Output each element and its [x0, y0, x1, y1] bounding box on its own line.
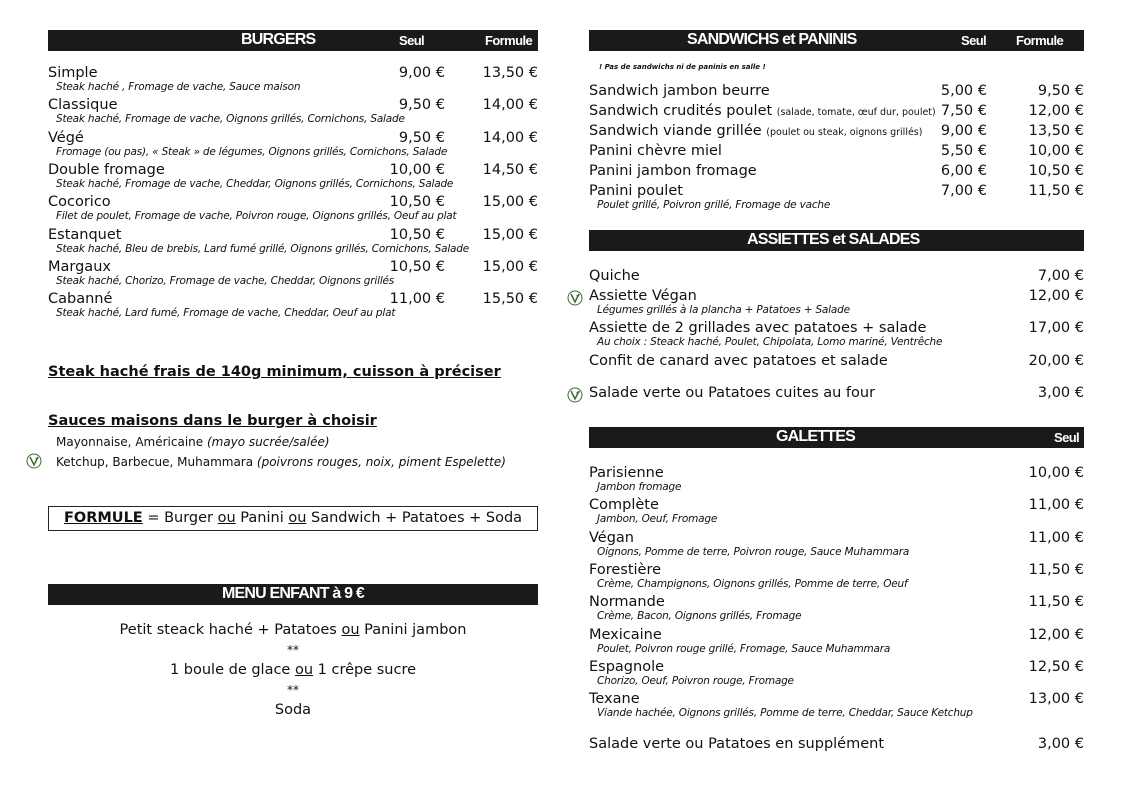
- sandwichs-note: ! Pas de sandwichs ni de paninis en salle !: [599, 63, 766, 71]
- sandwich-formule-price: 10,00 €: [1028, 143, 1084, 159]
- assiette-price: 12,00 €: [1028, 288, 1084, 304]
- burger-desc: Steak haché, Fromage de vache, Oignons grillés, Cornichons, Salade: [56, 113, 405, 126]
- supplement-price: 3,00 €: [1037, 736, 1084, 752]
- assiette-name: Quiche: [589, 268, 640, 284]
- formule-box: [48, 506, 538, 531]
- supplement-name: Salade verte ou Patatoes en supplément: [589, 736, 885, 752]
- galette-name: Texane: [589, 691, 640, 708]
- sauces-line-1-note: (mayo sucrée/salée): [206, 435, 330, 449]
- sauces-line-1: [56, 435, 330, 449]
- galette-desc: Jambon fromage: [597, 481, 682, 493]
- burger-seul-price: 9,00 €: [398, 65, 445, 81]
- galette-name: Espagnole: [589, 658, 665, 675]
- galette-name: Végan: [589, 529, 634, 546]
- menu-enfant-line-1: [48, 620, 538, 640]
- sauces-line-2-text: Ketchup, Barbecue, Muhammara: [56, 455, 257, 469]
- sandwich-name-text: Panini chèvre miel: [589, 143, 722, 159]
- burger-formule-price: 14,50 €: [482, 161, 538, 178]
- menu-enfant-line-2b: 1 crêpe sucre: [313, 662, 417, 678]
- assiettes-title: ASSIETTES et SALADES: [747, 231, 920, 248]
- burger-seul-price: 9,50 €: [398, 129, 445, 146]
- sandwichs-title: SANDWICHS et PANINIS: [687, 31, 857, 48]
- sandwich-name-text: Panini jambon fromage: [589, 163, 757, 179]
- galette-desc: Crème, Champignons, Oignons grillés, Pomme de terre, Oeuf: [597, 577, 908, 590]
- burger-name: Simple: [48, 65, 98, 81]
- assiette-price: 3,00 €: [1037, 385, 1084, 401]
- sandwich-name-text: Sandwich viande grillée: [589, 123, 767, 139]
- sandwich-formule-price: 12,00 €: [1028, 103, 1084, 119]
- burger-desc: Steak haché, Fromage de vache, Cheddar, Oignons grillés, Cornichons, Salade: [56, 177, 454, 190]
- menu-enfant-line-1a: Petit steack haché + Patatoes: [119, 622, 342, 638]
- galette-name: Parisienne: [589, 465, 664, 481]
- burger-name: Double fromage: [48, 161, 165, 178]
- seul-label: Seul: [399, 33, 425, 48]
- sandwich-desc: Poulet grillé, Poivron grillé, Fromage de vache: [597, 199, 831, 211]
- assiette-name: Confit de canard avec patatoes et salade: [589, 353, 888, 369]
- burger-desc: Fromage (ou pas), « Steak » de légumes, Oignons grillés, Cornichons, Salade: [56, 145, 448, 158]
- burger-seul-price: 11,00 €: [389, 291, 445, 308]
- burger-seul-price: 10,50 €: [389, 258, 445, 275]
- galettes-header: [589, 427, 1084, 448]
- sandwich-extra: (salade, tomate, œuf dur, poulet): [776, 107, 936, 118]
- burger-formule-price: 15,00 €: [482, 226, 538, 243]
- vegan-icon: [567, 290, 583, 308]
- burger-name: Estanquet: [48, 226, 122, 243]
- formule-ou-1: ou: [217, 510, 236, 526]
- burger-formule-price: 14,00 €: [482, 97, 538, 114]
- sandwich-seul-price: 7,50 €: [940, 103, 987, 119]
- burger-formule-price: 13,50 €: [482, 65, 538, 81]
- menu-enfant-ou-2: ou: [294, 662, 314, 678]
- sandwich-seul-price: 7,00 €: [940, 183, 987, 199]
- burger-formule-price: 15,00 €: [482, 258, 538, 275]
- menu-enfant-sep-2: **: [287, 683, 299, 697]
- sauces-title: Sauces maisons dans le burger à choisir: [48, 413, 377, 429]
- assiette-price: 7,00 €: [1037, 268, 1084, 284]
- sandwich-seul-price: 6,00 €: [940, 163, 987, 179]
- burger-desc: Filet de poulet, Fromage de vache, Poivron rouge, Oignons grillés, Oeuf au plat: [56, 210, 457, 223]
- galette-desc: Chorizo, Oeuf, Poivron rouge, Fromage: [597, 674, 794, 687]
- galette-price: 10,00 €: [1028, 465, 1084, 481]
- sandwich-seul-price: 5,50 €: [940, 143, 987, 159]
- sandwich-name: [589, 183, 683, 199]
- assiette-name: Assiette de 2 grillades avec patatoes + salade: [589, 320, 927, 336]
- sandwich-formule-price: 13,50 €: [1028, 123, 1084, 139]
- sandwich-name: [589, 163, 757, 179]
- galette-price: 12,50 €: [1028, 658, 1084, 675]
- burger-formule-price: 14,00 €: [482, 129, 538, 146]
- menu-enfant-header: [48, 584, 538, 605]
- menu-enfant-line-2a: 1 boule de glace: [169, 662, 295, 678]
- sandwich-name-text: Sandwich jambon beurre: [589, 83, 770, 99]
- assiette-price: 17,00 €: [1028, 320, 1084, 336]
- galette-name: Complète: [589, 497, 659, 514]
- galette-desc: Jambon, Oeuf, Fromage: [597, 513, 718, 526]
- assiette-desc: Au choix : Steack haché, Poulet, Chipolata, Lomo mariné, Ventrêche: [597, 336, 943, 348]
- galette-name: Mexicaine: [589, 626, 662, 643]
- galettes-seul-label: Seul: [1054, 430, 1080, 445]
- sandwich-name: [589, 83, 770, 99]
- burgers-header: [48, 30, 538, 51]
- burger-name: Végé: [48, 129, 84, 146]
- sandwich-formule-price: 11,50 €: [1028, 183, 1084, 199]
- galette-desc: Viande hachée, Oignons grillés, Pomme de terre, Cheddar, Sauce Ketchup: [597, 707, 973, 720]
- assiette-name: Assiette Végan: [589, 288, 697, 304]
- burger-desc: Steak haché, Chorizo, Fromage de vache, Cheddar, Oignons grillés: [56, 274, 395, 287]
- steak-note: Steak haché frais de 140g minimum, cuisson à préciser: [48, 364, 501, 380]
- burger-formule-price: 15,50 €: [482, 291, 538, 308]
- sauces-line-2-note: (poivrons rouges, noix, piment Espelette): [256, 455, 506, 469]
- burger-name: Classique: [48, 97, 118, 114]
- sandwich-name-text: Panini poulet: [589, 183, 683, 199]
- sandwich-formule-price: 10,50 €: [1028, 163, 1084, 179]
- vegan-icon: [26, 453, 42, 471]
- burger-name: Cabanné: [48, 291, 113, 308]
- sauces-line-2: [56, 455, 506, 469]
- assiettes-header: [589, 230, 1084, 251]
- formule-label-text: FORMULE: [63, 510, 143, 526]
- formule-sandwich: Sandwich + Patatoes + Soda: [306, 510, 523, 526]
- galette-price: 11,50 €: [1028, 594, 1084, 611]
- sandwichs-header: [589, 30, 1084, 51]
- menu-enfant-sep-1: **: [287, 643, 299, 657]
- galette-price: 11,50 €: [1028, 561, 1084, 578]
- burger-name: Margaux: [48, 258, 111, 275]
- assiette-name: Salade verte ou Patatoes cuites au four: [589, 385, 876, 401]
- burger-seul-price: 10,50 €: [389, 226, 445, 243]
- galette-name: Normande: [589, 594, 665, 611]
- formule-panini: Panini: [235, 510, 289, 526]
- sandwich-name: [589, 103, 936, 119]
- burger-seul-price: 10,50 €: [389, 194, 445, 211]
- sandwich-formule-price: 9,50 €: [1037, 83, 1084, 99]
- burger-name: Cocorico: [48, 194, 111, 211]
- formule-label: Formule: [485, 33, 533, 48]
- sandwich-seul-price: 5,00 €: [940, 83, 987, 99]
- menu-enfant-title: MENU ENFANT à 9 €: [222, 585, 364, 602]
- galette-price: 13,00 €: [1028, 691, 1084, 708]
- menu-enfant-line-2: [48, 660, 538, 680]
- menu-enfant-line-1b: Panini jambon: [359, 622, 467, 638]
- burgers-title: BURGERS: [241, 31, 316, 48]
- formule-ou-2: ou: [288, 510, 307, 526]
- galette-desc: Poulet, Poivron rouge grillé, Fromage, Sauce Muhammara: [597, 642, 891, 655]
- sandwich-seul-price: 9,00 €: [940, 123, 987, 139]
- burger-seul-price: 10,00 €: [389, 161, 445, 178]
- galettes-title: GALETTES: [776, 428, 855, 445]
- galette-desc: Oignons, Pomme de terre, Poivron rouge, Sauce Muhammara: [597, 545, 910, 558]
- menu-enfant-line-3: Soda: [274, 702, 312, 718]
- sandwich-name: [589, 143, 722, 159]
- burger-formule-price: 15,00 €: [482, 194, 538, 211]
- sandwich-name: [589, 123, 922, 139]
- galette-price: 11,00 €: [1028, 497, 1084, 514]
- galette-price: 11,00 €: [1028, 529, 1084, 546]
- sandwich-extra: (poulet ou steak, oignons grillés): [766, 127, 923, 138]
- menu-enfant-ou-1: ou: [341, 622, 360, 638]
- assiette-desc: Légumes grillés à la plancha + Patatoes + Salade: [597, 304, 850, 316]
- formule-eq: = Burger: [142, 510, 218, 526]
- galette-price: 12,00 €: [1028, 626, 1084, 643]
- vegan-icon: [567, 387, 583, 405]
- burger-desc: Steak haché, Bleu de brebis, Lard fumé grillé, Oignons grillés, Cornichons, Salade: [56, 242, 470, 255]
- galette-name: Forestière: [589, 561, 662, 578]
- burger-seul-price: 9,50 €: [398, 97, 445, 114]
- burger-desc: Steak haché , Fromage de vache, Sauce maison: [56, 81, 301, 93]
- sandwichs-seul-label: Seul: [961, 33, 987, 48]
- menu-enfant-body: [48, 620, 538, 720]
- assiette-price: 20,00 €: [1028, 353, 1084, 369]
- sandwichs-formule-label: Formule: [1016, 33, 1064, 48]
- galette-desc: Crème, Bacon, Oignons grillés, Fromage: [597, 610, 802, 623]
- sandwich-name-text: Sandwich crudités poulet: [589, 103, 777, 119]
- sauces-line-1-text: Mayonnaise, Américaine: [56, 435, 207, 449]
- burger-desc: Steak haché, Lard fumé, Fromage de vache, Cheddar, Oeuf au plat: [56, 307, 396, 320]
